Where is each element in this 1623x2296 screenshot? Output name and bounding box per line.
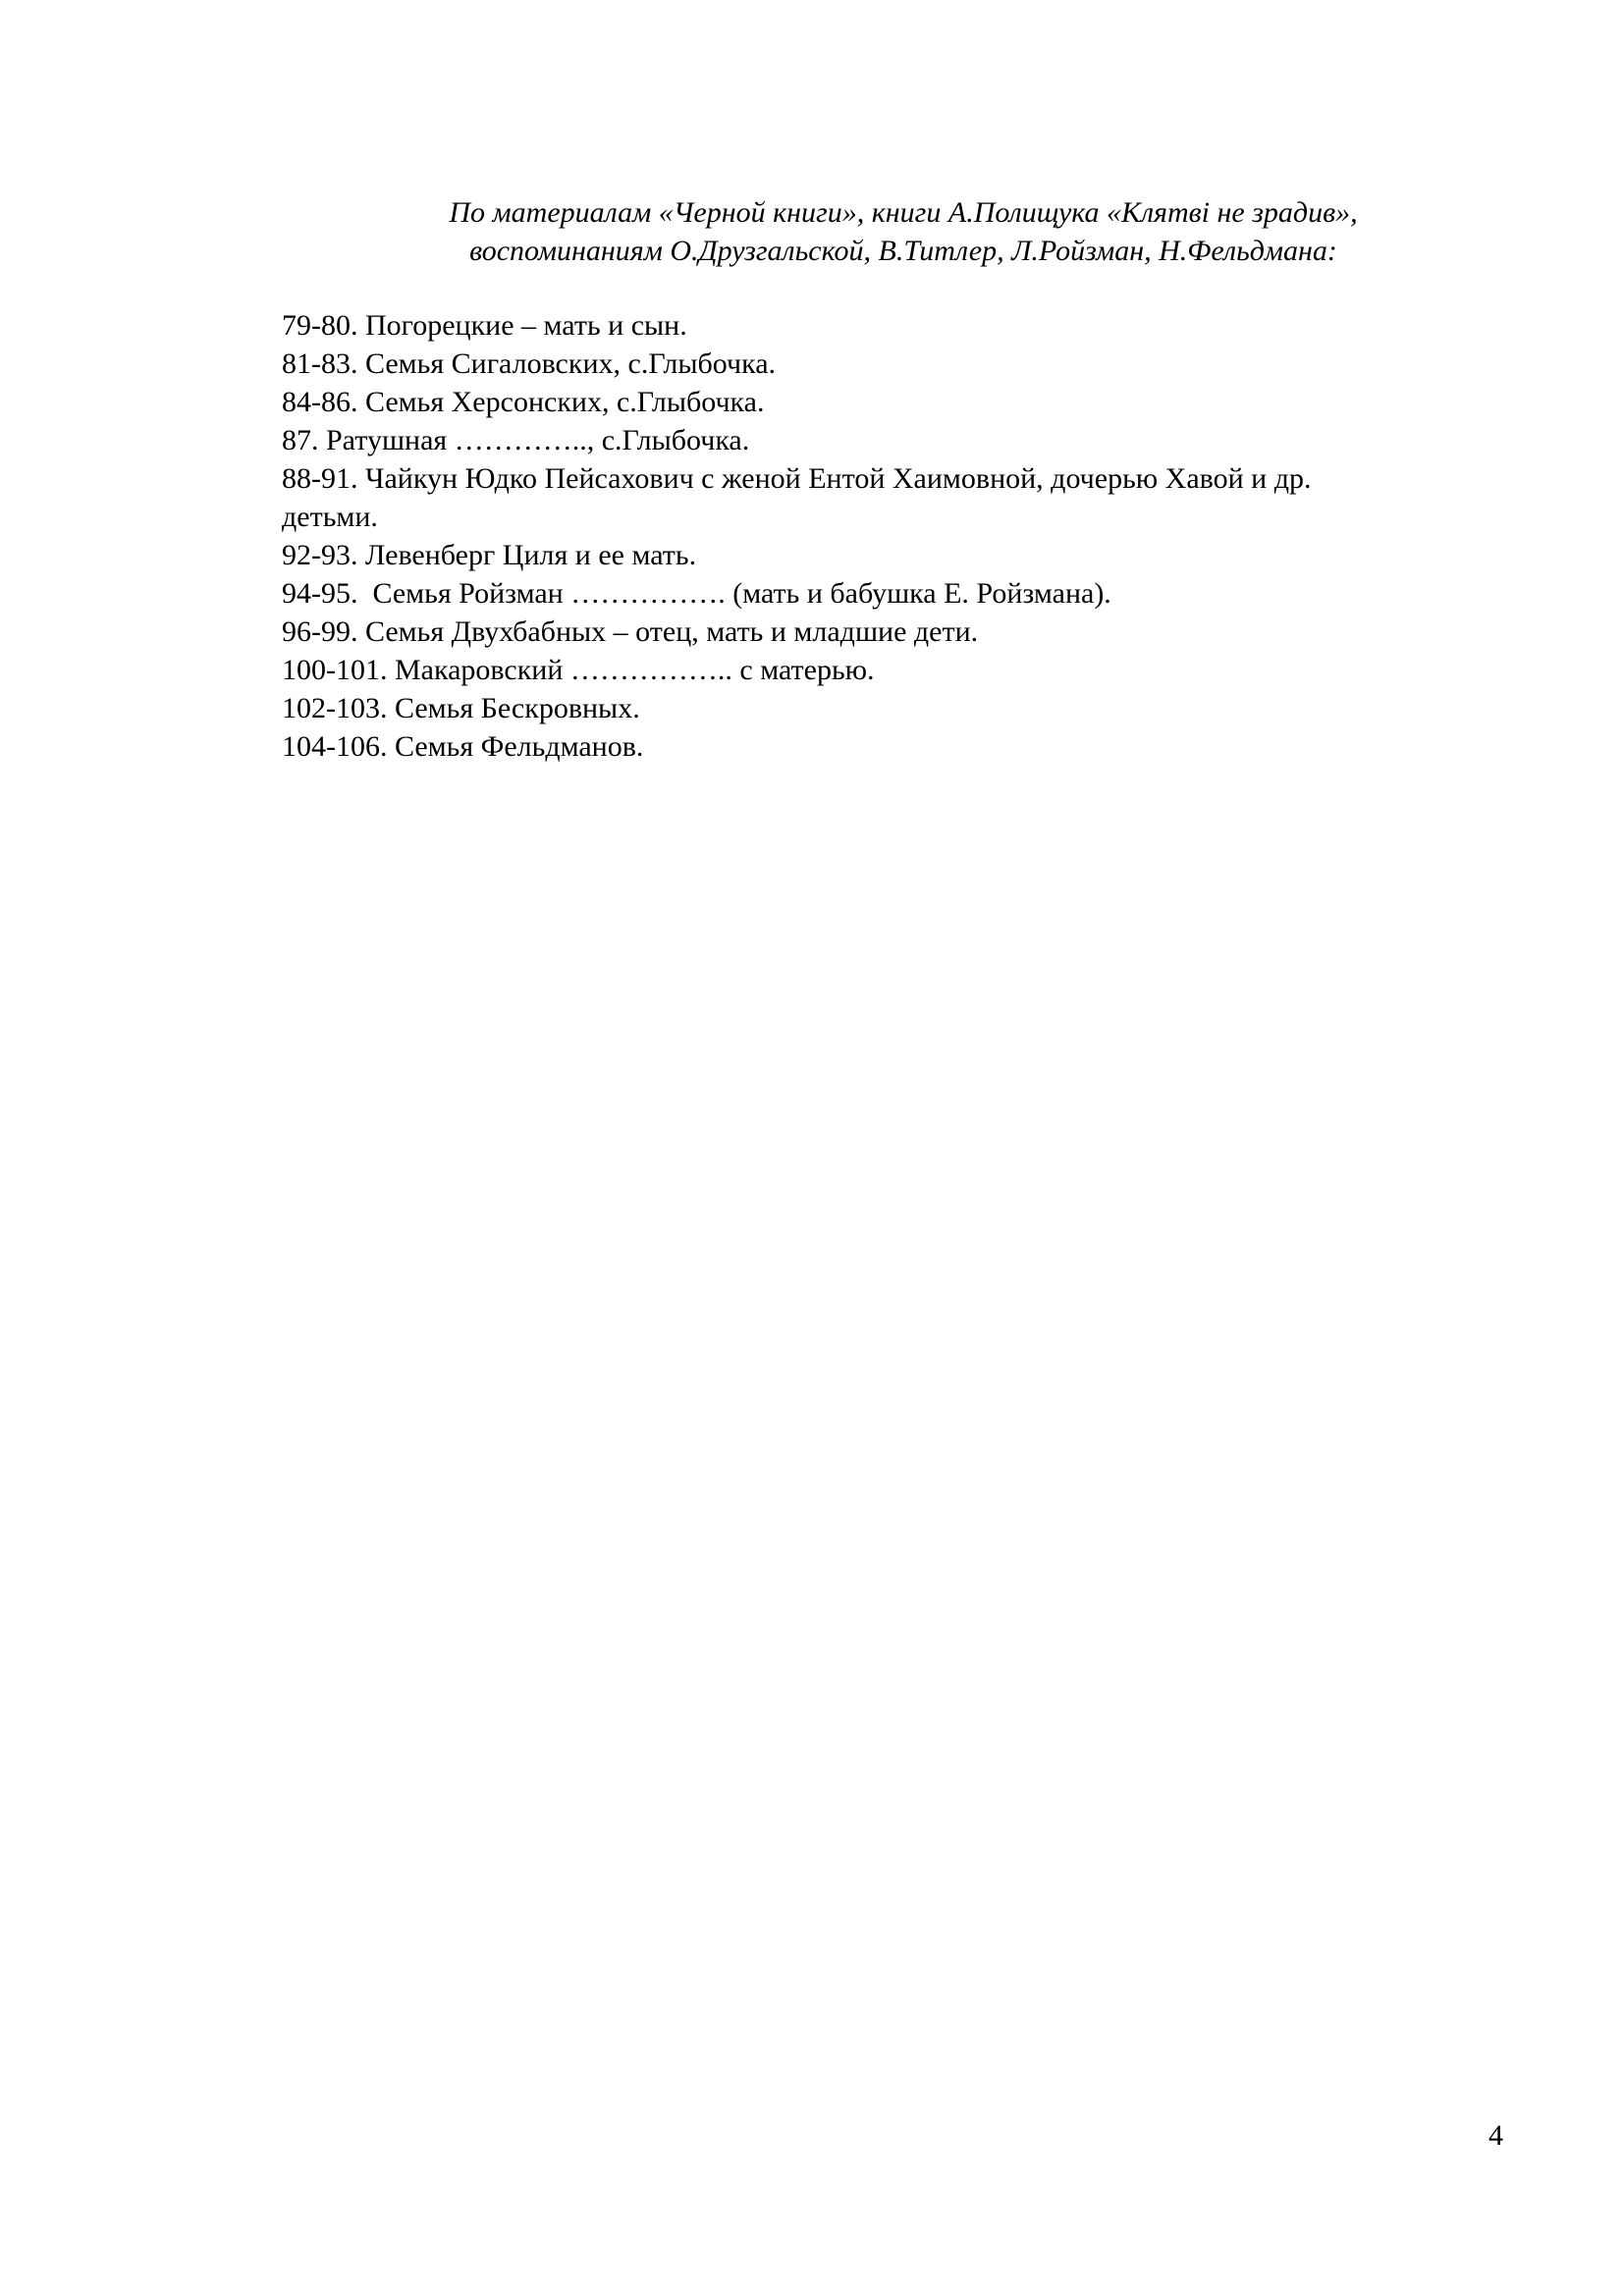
- list-entry: 100-101. Макаровский …………….. с матерью.: [282, 654, 875, 686]
- source-note-line-1: По материалам «Черной книги», книги А.Полищука «Клятві не зрадив»,: [449, 196, 1358, 229]
- source-note-line-2: воспоминаниям О.Друзгальской, В.Титлер, Л.Ройзман, Н.Фельдмана:: [469, 235, 1337, 267]
- list-entry: 88-91. Чайкун Юдко Пейсахович с женой Ентой Хаимовной, дочерью Хавой и др.: [282, 462, 1312, 495]
- list-entry: 84-86. Семья Херсонских, с.Глыбочка.: [282, 386, 765, 418]
- page-number: 4: [1488, 2119, 1503, 2152]
- source-note: [275, 193, 1532, 270]
- victims-list: [282, 306, 1480, 766]
- list-entry: 94-95. Семья Ройзман ……………. (мать и бабушка Е. Ройзмана).: [282, 577, 1111, 610]
- list-entry: 96-99. Семья Двухбабных – отец, мать и младшие дети.: [282, 615, 979, 648]
- list-entry: 79-80. Погорецкие – мать и сын.: [282, 309, 687, 342]
- list-entry-continuation: детьми.: [282, 501, 378, 533]
- list-entry: 104-106. Семья Фельдманов.: [282, 730, 644, 763]
- list-entry: 87. Ратушная ………….., с.Глыбочка.: [282, 424, 750, 456]
- list-entry: 92-93. Левенберг Циля и ее мать.: [282, 539, 697, 571]
- list-entry: 81-83. Семья Сигаловских, с.Глыбочка.: [282, 347, 777, 380]
- list-entry: 102-103. Семья Бескровных.: [282, 692, 640, 724]
